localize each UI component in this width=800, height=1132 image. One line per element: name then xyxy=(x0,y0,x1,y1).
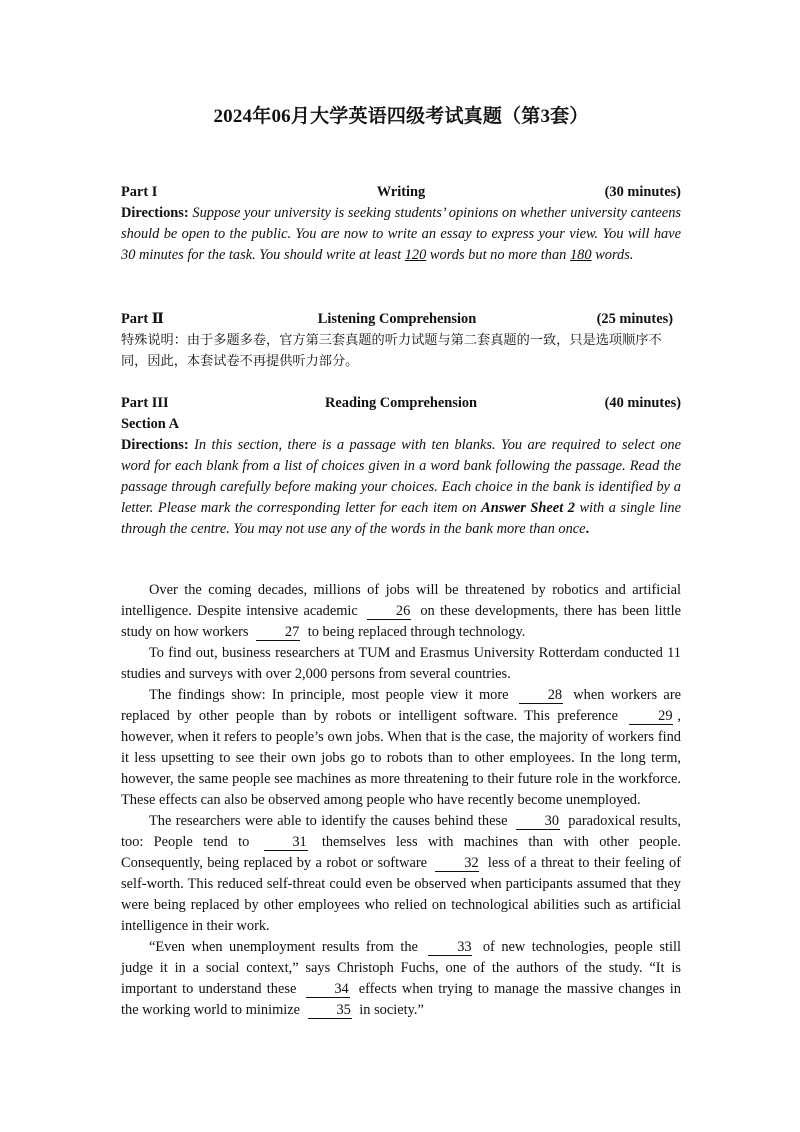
passage-paragraph xyxy=(121,580,681,643)
blank-34: 34 xyxy=(306,981,350,998)
part-2-listening xyxy=(121,309,681,372)
part-3-label: Part III xyxy=(121,395,169,411)
directions-text-c: words. xyxy=(595,247,634,263)
directions-text-b: with a single line through the centre. You may not use any of the words in the bank more than once xyxy=(121,500,681,537)
passage-text: when workers are replaced by other people than by robots or intelligent software. This preference xyxy=(121,687,681,724)
blank-31: 31 xyxy=(264,834,308,851)
passage-text: “Even when unemployment results from the xyxy=(149,939,418,955)
directions-label: Directions: xyxy=(121,437,189,453)
passage-text: themselves less with machines than with other people. Consequently, being replaced by a robot or software xyxy=(121,834,681,871)
directions-text-a: In this section, there is a passage with ten blanks. You are required to select one word for each blank from a list of choices given in a word bank following the passage. Read the passage through carefully before making your choices. Each choice in the bank is identified by a letter. Please mark the corresponding letter for each item on xyxy=(121,437,681,516)
passage-text: of new technologies, people still judge it in a social context,” says Christoph Fuchs, one of the authors of the study. “It is important to understand these xyxy=(121,939,681,997)
passage-text: less of a threat to their feeling of self-worth. This reduced self-threat could even be observed when participants assumed that they were being replaced by other employees who relied on technological abilities such as artificial intelligence in their work. xyxy=(121,855,681,934)
passage-text: to being replaced through technology. xyxy=(307,624,526,640)
part-2-note: 特殊说明：由于多题多卷，官方第三套真题的听力试题与第二套真题的一致，只是选项顺序不同，因此，本套试卷不再提供听力部分。 xyxy=(121,333,662,369)
part-2-header xyxy=(121,309,681,330)
directions-text-b: words but no more than xyxy=(429,247,567,263)
passage-text: , however, when it refers to people’s own jobs. When that is the case, the majority of workers find it less upsetting to see their own jobs go to robots than to other employees. In the long term, however, the same people see machines as more threatening to their future role in the workforce. These effects can also be observed among people who have recently become unemployed. xyxy=(121,708,681,808)
part-3-time: (40 minutes) xyxy=(604,395,681,411)
blank-26: 26 xyxy=(367,603,411,620)
blank-35: 35 xyxy=(308,1002,352,1019)
passage-text: paradoxical results, too: People tend to xyxy=(121,813,681,850)
part-1-label: Part I xyxy=(121,184,158,200)
passage-text: in society.” xyxy=(359,1002,424,1018)
passage-text: effects when trying to manage the massive changes in the working world to minimize xyxy=(121,981,682,1018)
passage-text: To find out, business researchers at TUM and Erasmus University Rotterdam conducted 11 studies and surveys with over 2,000 persons from several countries. xyxy=(121,645,681,682)
part-2-name: Listening Comprehension xyxy=(317,311,477,327)
part-1-writing xyxy=(121,182,681,266)
max-words: 180 xyxy=(569,247,592,263)
part-2-label: Part Ⅱ xyxy=(121,311,164,327)
blank-32: 32 xyxy=(435,855,479,872)
passage-text: The findings show: In principle, most people view it more xyxy=(149,687,509,703)
page-title: 2024年06月大学英语四级考试真题（第3套） xyxy=(213,106,589,127)
blank-29: 29 xyxy=(629,708,673,725)
blank-33: 33 xyxy=(428,939,472,956)
passage-paragraph xyxy=(121,811,681,937)
passage-paragraph xyxy=(121,643,681,685)
min-words: 120 xyxy=(404,247,427,263)
section-a-heading: Section A xyxy=(121,416,179,432)
directions-text-a: Suppose your university is seeking students’ opinions on whether university canteens should be open to the public. You are now to write an essay to express your view. You will have 30 minutes for the task. You should write at least xyxy=(121,205,681,263)
part-3-directions xyxy=(121,435,681,540)
part-1-directions xyxy=(121,203,681,266)
part-3-name: Reading Comprehension xyxy=(324,395,478,411)
part-3-reading xyxy=(121,393,681,540)
passage-text: on these developments, there has been little study on how workers xyxy=(121,603,681,640)
blank-27: 27 xyxy=(256,624,300,641)
directions-end: . xyxy=(585,521,590,537)
part-3-header xyxy=(121,393,681,414)
passage-paragraph xyxy=(121,685,681,811)
passage-text: The researchers were able to identify the causes behind these xyxy=(149,813,508,829)
passage-text: Over the coming decades, millions of jobs will be threatened by robotics and artificial intelligence. Despite intensive academic xyxy=(121,582,681,619)
directions-label: Directions: xyxy=(121,205,189,221)
answer-sheet-ref: Answer Sheet 2 xyxy=(481,500,575,516)
reading-passage xyxy=(121,580,681,1021)
passage-paragraph xyxy=(121,937,681,1021)
part-1-header xyxy=(121,182,681,203)
blank-28: 28 xyxy=(519,687,563,704)
blank-30: 30 xyxy=(516,813,560,830)
part-1-time: (30 minutes) xyxy=(604,184,681,200)
part-1-name: Writing xyxy=(376,184,426,200)
part-2-time: (25 minutes) xyxy=(596,311,673,327)
